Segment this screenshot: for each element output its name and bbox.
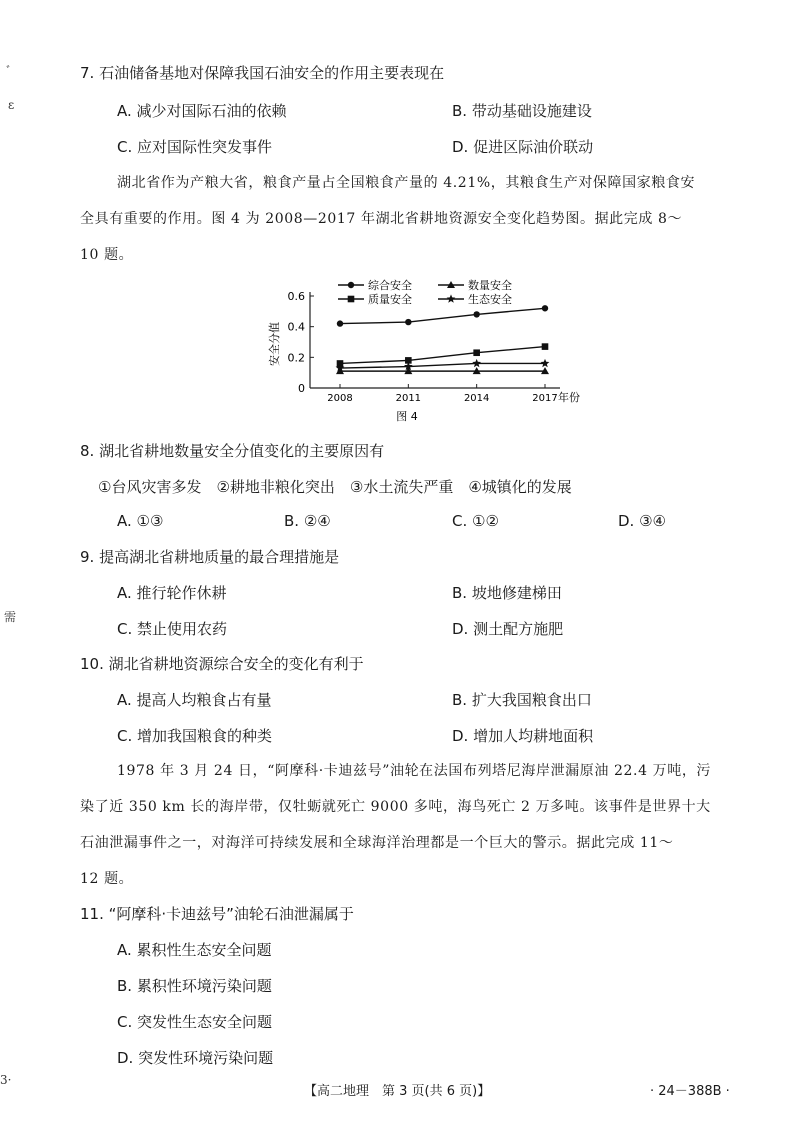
passage1-line: 全具有重要的作用。图 4 为 2008—2017 年湖北省耕地资源安全变化趋势图。据此完成 8～ — [80, 211, 683, 227]
q9-option-c: C. 禁止使用农药 — [117, 620, 228, 638]
q7-option-a: A. 减少对国际石油的依赖 — [117, 102, 287, 120]
q8-option-c: C. ①② — [452, 512, 499, 530]
legend-label: 数量安全 — [468, 279, 512, 292]
page-footer: 【高二地理 第 3 页(共 6 页)】 — [304, 1084, 491, 1099]
marker-circle — [405, 319, 411, 325]
q7-stem: 7. 石油储备基地对保障我国石油安全的作用主要表现在 — [80, 64, 445, 82]
marker-star — [541, 359, 550, 367]
q7-option-b: B. 带动基础设施建设 — [452, 102, 592, 120]
marker-circle — [348, 282, 354, 288]
marker-star — [472, 359, 481, 367]
q11-option-d: D. 突发性环境污染问题 — [117, 1049, 274, 1067]
legend-label: 综合安全 — [368, 279, 412, 292]
legend-item — [338, 278, 412, 292]
y-tick-label: 0.2 — [287, 351, 305, 365]
q9-option-d: D. 测土配方施肥 — [452, 620, 564, 638]
x-tick-label: 2008 — [327, 393, 353, 404]
q10-option-d: D. 增加人均耕地面积 — [452, 727, 594, 745]
q8-items: ①台风灾害多发 ②耕地非粮化突出 ③水土流失严重 ④城镇化的发展 — [98, 478, 572, 496]
q11-option-c: C. 突发性生态安全问题 — [117, 1013, 273, 1031]
q7-option-c: C. 应对国际性突发事件 — [117, 138, 273, 156]
q9-stem: 9. 提高湖北省耕地质量的最合理措施是 — [80, 548, 340, 566]
y-tick-label: 0.6 — [287, 290, 305, 303]
chart-axes — [288, 290, 561, 404]
passage2-line: 1978 年 3 月 24 日，“阿摩科·卡迪兹号”油轮在法国布列塔尼海岸泄漏原油 22.4 万吨，污 — [117, 763, 712, 779]
marker-square — [348, 296, 355, 303]
q9-option-b: B. 坡地修建梯田 — [452, 584, 562, 602]
margin-mark: ﾞ — [6, 64, 13, 78]
q8-option-d: D. ③④ — [618, 512, 666, 530]
legend-item — [438, 292, 512, 306]
marker-square — [473, 349, 480, 356]
series-star — [336, 359, 550, 372]
margin-mark: 需 — [4, 610, 17, 624]
page-code: · 24－388B · — [650, 1084, 730, 1099]
y-tick-label: 0.4 — [287, 320, 305, 334]
legend-item — [338, 292, 412, 306]
q10-stem: 10. 湖北省耕地资源综合安全的变化有利于 — [80, 655, 364, 673]
passage1-line: 10 题。 — [80, 247, 134, 263]
chart-series — [336, 305, 550, 374]
marker-square — [542, 343, 549, 350]
y-tick-label: 0 — [298, 382, 305, 395]
legend-item — [438, 278, 512, 292]
q8-option-a: A. ①③ — [117, 512, 164, 530]
chart-caption: 图 4 — [396, 410, 418, 423]
chart-xlabel: 年份 — [558, 391, 580, 404]
chart-legend — [338, 278, 512, 306]
series-line — [340, 363, 545, 368]
passage2-line: 12 题。 — [80, 871, 134, 887]
q9-option-a: A. 推行轮作休耕 — [117, 584, 227, 602]
margin-mark: ɛ — [8, 98, 15, 112]
legend-label: 质量安全 — [368, 293, 412, 306]
series-line — [340, 347, 545, 364]
legend-label: 生态安全 — [468, 293, 512, 306]
q11-stem: 11. “阿摩科·卡迪兹号”油轮石油泄漏属于 — [80, 905, 354, 923]
q8-stem: 8. 湖北省耕地数量安全分值变化的主要原因有 — [80, 442, 385, 460]
q10-option-a: A. 提高人均粮食占有量 — [117, 691, 272, 709]
marker-circle — [473, 311, 479, 317]
margin-mark: 3· — [0, 1073, 12, 1087]
chart-ylabel: 安全分值 — [268, 322, 281, 366]
x-tick-label: 2011 — [395, 393, 422, 404]
q10-option-c: C. 增加我国粮食的种类 — [117, 727, 273, 745]
series-circle — [337, 305, 548, 327]
q7-option-d: D. 促进区际油价联动 — [452, 138, 594, 156]
marker-circle — [542, 305, 548, 311]
figure-4-chart — [260, 272, 620, 432]
series-triangle — [336, 367, 549, 374]
q11-option-b: B. 累积性环境污染问题 — [117, 977, 272, 995]
marker-star — [447, 294, 456, 302]
q10-option-b: B. 扩大我国粮食出口 — [452, 691, 592, 709]
marker-circle — [337, 320, 343, 326]
x-tick-label: 2014 — [463, 393, 490, 404]
series-line — [340, 308, 545, 323]
passage2-line: 石油泄漏事件之一，对海洋可持续发展和全球海洋治理都是一个巨大的警示。据此完成 11～ — [80, 835, 674, 851]
q11-option-a: A. 累积性生态安全问题 — [117, 941, 272, 959]
passage1-line: 湖北省作为产粮大省，粮食产量占全国粮食产量的 4.21%，其粮食生产对保障国家粮食安 — [117, 175, 696, 191]
q8-option-b: B. ②④ — [284, 512, 331, 530]
passage2-line: 染了近 350 km 长的海岸带，仅牡蛎就死亡 9000 多吨，海鸟死亡 2 万多吨。该事件是世界十大 — [80, 799, 711, 815]
x-tick-label: 2017 — [532, 393, 558, 404]
